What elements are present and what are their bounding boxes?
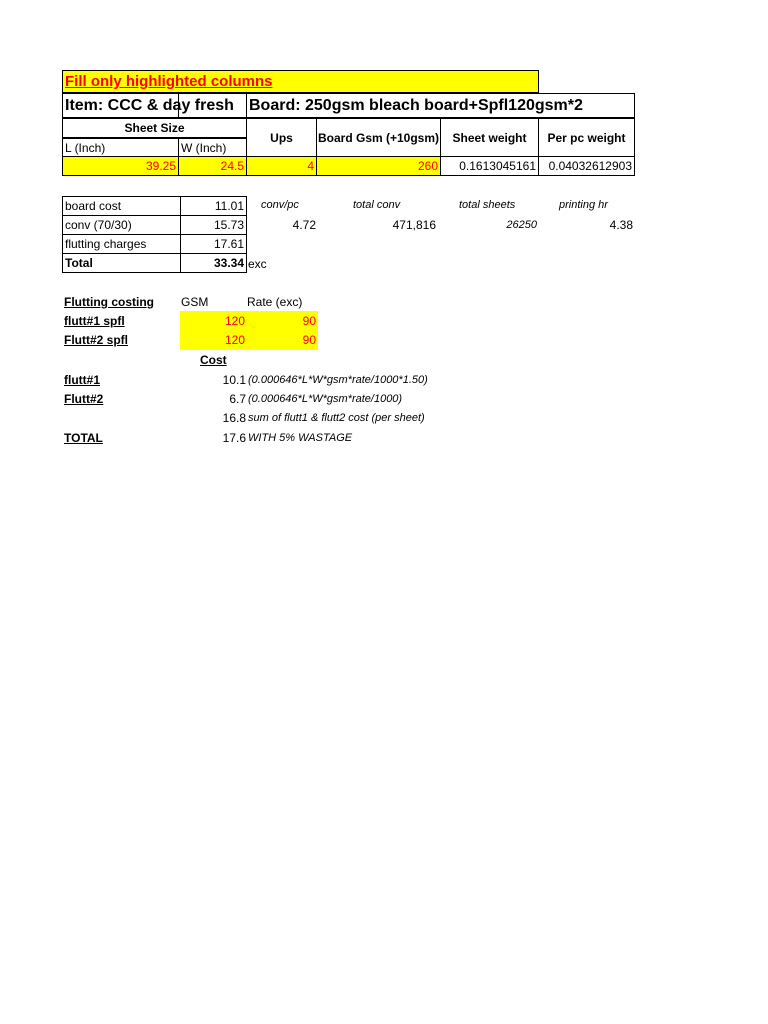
flutting-rate-header: Rate (exc) bbox=[247, 295, 303, 309]
total-cost-value: 17.6 bbox=[222, 431, 246, 445]
total-suffix: exc bbox=[248, 257, 267, 271]
flutt2-cost-note: (0.000646*L*W*gsm*rate/1000) bbox=[248, 393, 403, 405]
l-inch-input[interactable]: 39.25 bbox=[62, 156, 179, 176]
instruction-text: Fill only highlighted columns bbox=[65, 73, 273, 90]
cost-value-conv: 15.73 bbox=[180, 215, 247, 235]
total-sheets-value: 26250 bbox=[506, 219, 537, 231]
board-title: Board: 250gsm bleach board+Spfl120gsm*2 bbox=[246, 93, 635, 118]
printing-hr-label: printing hr bbox=[559, 199, 608, 211]
l-inch-header: L (Inch) bbox=[62, 138, 179, 157]
cost-header: Cost bbox=[200, 353, 227, 367]
sheet-weight-header: Sheet weight bbox=[440, 118, 539, 157]
w-inch-input[interactable]: 24.5 bbox=[178, 156, 247, 176]
cost-value-total: 33.34 bbox=[180, 253, 247, 273]
total-conv-value: 471,816 bbox=[392, 218, 436, 232]
ups-header: Ups bbox=[246, 118, 317, 157]
item-title: Item: CCC & day fresh bbox=[62, 93, 247, 118]
board-gsm-input[interactable]: 260 bbox=[316, 156, 441, 176]
flutt1-cost-label: flutt#1 bbox=[64, 373, 100, 387]
flutt1-rate-input[interactable]: 90 bbox=[247, 311, 318, 331]
flutt1-label: flutt#1 spfl bbox=[64, 314, 125, 328]
conv-pc-value: 4.72 bbox=[292, 218, 316, 232]
flutt1-cost-value: 10.1 bbox=[222, 373, 246, 387]
board-gsm-header: Board Gsm (+10gsm) bbox=[316, 118, 441, 157]
grid-divider bbox=[178, 93, 179, 118]
flutting-gsm-header: GSM bbox=[181, 295, 209, 309]
ups-input[interactable]: 4 bbox=[246, 156, 317, 176]
flutt2-cost-value: 6.7 bbox=[229, 392, 246, 406]
conv-pc-label: conv/pc bbox=[261, 199, 299, 211]
sheet-size-header: Sheet Size bbox=[62, 118, 247, 138]
total-conv-label: total conv bbox=[353, 199, 401, 211]
w-inch-header: W (Inch) bbox=[178, 138, 247, 157]
cost-value-flutting: 17.61 bbox=[180, 234, 247, 254]
flutt2-label: Flutt#2 spfl bbox=[64, 333, 129, 347]
per-pc-weight-header: Per pc weight bbox=[538, 118, 635, 157]
flutting-title: Flutting costing bbox=[64, 295, 154, 309]
flutt2-cost-label: Flutt#2 bbox=[64, 392, 104, 406]
printing-hr-value: 4.38 bbox=[609, 218, 633, 232]
instruction-banner bbox=[62, 70, 539, 93]
total-sheets-label: total sheets bbox=[459, 199, 516, 211]
sheet-weight-value: 0.1613045161 bbox=[440, 156, 539, 176]
flutt2-rate-input[interactable]: 90 bbox=[247, 330, 318, 350]
per-pc-weight-value: 0.04032612903 bbox=[538, 156, 635, 176]
total-cost-note: WITH 5% WASTAGE bbox=[248, 432, 353, 444]
cost-label-conv: conv (70/30) bbox=[62, 215, 181, 235]
flutt2-gsm-input[interactable]: 120 bbox=[180, 330, 247, 350]
cost-value-board: 11.01 bbox=[180, 196, 247, 216]
sum-cost-note: sum of flutt1 & flutt2 cost (per sheet) bbox=[248, 412, 425, 424]
flutt1-cost-note: (0.000646*L*W*gsm*rate/1000*1.50) bbox=[248, 374, 428, 386]
flutt1-gsm-input[interactable]: 120 bbox=[180, 311, 247, 331]
total-cost-label: TOTAL bbox=[64, 431, 103, 445]
cost-label-flutting: flutting charges bbox=[62, 234, 181, 254]
cost-label-total: Total bbox=[62, 253, 181, 273]
cost-label-board: board cost bbox=[62, 196, 181, 216]
sum-cost-value: 16.8 bbox=[222, 411, 246, 425]
